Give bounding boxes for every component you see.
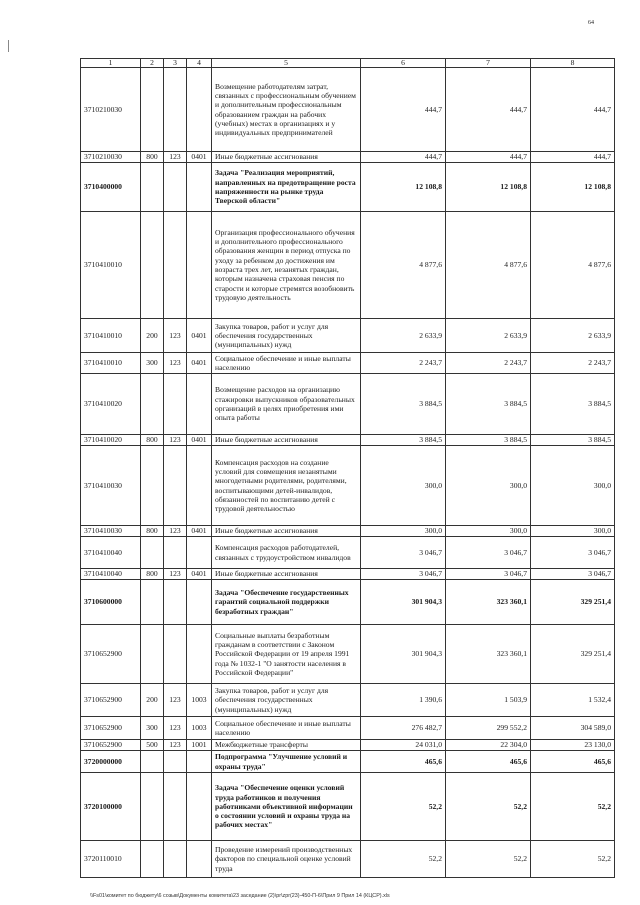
budget-code-cell: 3710652900	[81, 684, 141, 717]
section-cell	[164, 751, 187, 773]
table-row	[81, 751, 615, 773]
subsection-cell	[187, 163, 212, 212]
section-cell: 123	[164, 740, 187, 751]
margin-mark	[8, 40, 9, 52]
table-row	[81, 740, 615, 751]
item-name-cell: Задача "Реализация мероприятий, направленных на предотвращение роста напряженности на рынке труда Тверской области"	[212, 163, 361, 212]
item-name-cell: Социальное обеспечение и иные выплаты населению	[212, 353, 361, 374]
amount-col7-cell: 444,7	[446, 68, 531, 152]
subsection-cell	[187, 537, 212, 569]
amount-col7-cell: 300,0	[446, 446, 531, 526]
table-row	[81, 446, 615, 526]
expense-type-cell: 300	[141, 353, 164, 374]
budget-code-cell: 3710410010	[81, 319, 141, 353]
amount-col6-cell: 276 482,7	[361, 717, 446, 740]
budget-code-cell: 3720000000	[81, 751, 141, 773]
table-row	[81, 526, 615, 537]
expense-type-cell	[141, 374, 164, 435]
item-name-cell: Подпрограмма "Улучшение условий и охраны труда"	[212, 751, 361, 773]
item-name-cell: Социальное обеспечение и иные выплаты населению	[212, 717, 361, 740]
expense-type-cell	[141, 580, 164, 625]
budget-code-cell: 3710652900	[81, 717, 141, 740]
table-row	[81, 580, 615, 625]
table-row	[81, 212, 615, 319]
subsection-cell: 0401	[187, 353, 212, 374]
amount-col7-cell: 3 884,5	[446, 374, 531, 435]
amount-col6-cell: 2 633,9	[361, 319, 446, 353]
amount-col8-cell: 3 046,7	[531, 569, 615, 580]
column-header-7: 7	[446, 59, 531, 68]
expense-type-cell	[141, 68, 164, 152]
amount-col6-cell: 4 877,6	[361, 212, 446, 319]
amount-col8-cell: 52,2	[531, 841, 615, 878]
amount-col7-cell: 3 046,7	[446, 569, 531, 580]
budget-code-cell: 3710410010	[81, 353, 141, 374]
amount-col8-cell: 300,0	[531, 526, 615, 537]
column-header-8: 8	[531, 59, 615, 68]
amount-col6-cell: 3 884,5	[361, 374, 446, 435]
section-cell	[164, 625, 187, 684]
item-name-cell: Иные бюджетные ассигнования	[212, 569, 361, 580]
section-cell: 123	[164, 152, 187, 163]
item-name-cell: Возмещение расходов на организацию стажировки выпускников образовательных организаций в целях приобретения ими опыта работы	[212, 374, 361, 435]
item-name-cell: Компенсация расходов на создание условий для совмещения незанятыми многодетными родителями, родителями, воспитывающими детей-инвалидов, обязанностей по воспитанию детей с трудовой деятельностью	[212, 446, 361, 526]
budget-code-cell: 3710410010	[81, 212, 141, 319]
amount-col6-cell: 444,7	[361, 152, 446, 163]
budget-code-cell: 3710410030	[81, 526, 141, 537]
table-row	[81, 374, 615, 435]
item-name-cell: Иные бюджетные ассигнования	[212, 526, 361, 537]
table-row	[81, 773, 615, 841]
budget-code-cell: 3720100000	[81, 773, 141, 841]
amount-col7-cell: 300,0	[446, 526, 531, 537]
amount-col8-cell: 3 046,7	[531, 537, 615, 569]
expense-type-cell	[141, 751, 164, 773]
amount-col7-cell: 22 304,0	[446, 740, 531, 751]
table-row	[81, 152, 615, 163]
amount-col6-cell: 444,7	[361, 68, 446, 152]
budget-code-cell: 3710210030	[81, 152, 141, 163]
budget-code-cell: 3710400000	[81, 163, 141, 212]
expense-type-cell: 500	[141, 740, 164, 751]
expense-type-cell: 800	[141, 152, 164, 163]
amount-col8-cell: 444,7	[531, 68, 615, 152]
amount-col7-cell: 465,6	[446, 751, 531, 773]
table-row	[81, 353, 615, 374]
table-row	[81, 163, 615, 212]
section-cell	[164, 841, 187, 878]
amount-col6-cell: 24 031,0	[361, 740, 446, 751]
item-name-cell: Компенсация расходов работодателей, связанных с трудоустройством инвалидов	[212, 537, 361, 569]
subsection-cell	[187, 580, 212, 625]
expense-type-cell	[141, 773, 164, 841]
amount-col6-cell: 3 046,7	[361, 537, 446, 569]
expense-type-cell: 800	[141, 435, 164, 446]
section-cell: 123	[164, 319, 187, 353]
budget-code-cell: 3710410020	[81, 435, 141, 446]
subsection-cell	[187, 841, 212, 878]
expense-type-cell	[141, 212, 164, 319]
subsection-cell: 0401	[187, 319, 212, 353]
amount-col8-cell: 2 243,7	[531, 353, 615, 374]
amount-col7-cell: 3 884,5	[446, 435, 531, 446]
amount-col8-cell: 444,7	[531, 152, 615, 163]
expense-type-cell	[141, 446, 164, 526]
table-row	[81, 841, 615, 878]
section-cell: 123	[164, 717, 187, 740]
amount-col8-cell: 329 251,4	[531, 625, 615, 684]
item-name-cell: Иные бюджетные ассигнования	[212, 152, 361, 163]
amount-col8-cell: 3 884,5	[531, 374, 615, 435]
column-header-5: 5	[212, 59, 361, 68]
expense-type-cell: 800	[141, 526, 164, 537]
page-number: 64	[588, 20, 594, 26]
amount-col7-cell: 323 360,1	[446, 625, 531, 684]
item-name-cell: Задача "Обеспечение государственных гарантий социальной поддержки безработных граждан"	[212, 580, 361, 625]
section-cell	[164, 374, 187, 435]
budget-table	[80, 58, 615, 878]
table-row	[81, 319, 615, 353]
column-header-6: 6	[361, 59, 446, 68]
amount-col6-cell: 300,0	[361, 446, 446, 526]
amount-col7-cell: 52,2	[446, 773, 531, 841]
budget-code-cell: 3710652900	[81, 740, 141, 751]
budget-code-cell: 3710410020	[81, 374, 141, 435]
expense-type-cell	[141, 537, 164, 569]
expense-type-cell: 200	[141, 684, 164, 717]
expense-type-cell	[141, 841, 164, 878]
column-header-4: 4	[187, 59, 212, 68]
amount-col8-cell: 1 532,4	[531, 684, 615, 717]
expense-type-cell	[141, 625, 164, 684]
expense-type-cell: 200	[141, 319, 164, 353]
budget-code-cell: 3710410030	[81, 446, 141, 526]
budget-code-cell: 3720110010	[81, 841, 141, 878]
section-cell	[164, 212, 187, 319]
subsection-cell	[187, 446, 212, 526]
amount-col8-cell: 52,2	[531, 773, 615, 841]
subsection-cell: 0401	[187, 526, 212, 537]
table-row	[81, 625, 615, 684]
table-row	[81, 684, 615, 717]
item-name-cell: Проведение измерений производственных факторов по специальной оценке условий труда	[212, 841, 361, 878]
subsection-cell	[187, 68, 212, 152]
subsection-cell	[187, 212, 212, 319]
subsection-cell: 1003	[187, 717, 212, 740]
table-row	[81, 537, 615, 569]
section-cell: 123	[164, 569, 187, 580]
budget-code-cell: 3710410040	[81, 569, 141, 580]
section-cell	[164, 580, 187, 625]
amount-col6-cell: 1 390,6	[361, 684, 446, 717]
amount-col6-cell: 3 884,5	[361, 435, 446, 446]
item-name-cell: Возмещение работодателям затрат, связанных с профессиональным обучением и дополнительным профессиональным образованием граждан на рабочих (учебных) местах в организациях и у индивидуальных предпринимателей	[212, 68, 361, 152]
amount-col6-cell: 301 904,3	[361, 625, 446, 684]
item-name-cell: Закупка товаров, работ и услуг для обеспечения государственных (муниципальных) нужд	[212, 319, 361, 353]
amount-col8-cell: 465,6	[531, 751, 615, 773]
subsection-cell: 1003	[187, 684, 212, 717]
amount-col6-cell: 12 108,8	[361, 163, 446, 212]
expense-type-cell	[141, 163, 164, 212]
amount-col7-cell: 4 877,6	[446, 212, 531, 319]
amount-col8-cell: 2 633,9	[531, 319, 615, 353]
amount-col6-cell: 52,2	[361, 773, 446, 841]
section-cell	[164, 163, 187, 212]
amount-col7-cell: 3 046,7	[446, 537, 531, 569]
table-body	[81, 59, 615, 878]
amount-col7-cell: 444,7	[446, 152, 531, 163]
budget-code-cell: 3710210030	[81, 68, 141, 152]
amount-col8-cell: 3 884,5	[531, 435, 615, 446]
amount-col7-cell: 12 108,8	[446, 163, 531, 212]
section-cell	[164, 537, 187, 569]
amount-col7-cell: 323 360,1	[446, 580, 531, 625]
amount-col6-cell: 300,0	[361, 526, 446, 537]
amount-col6-cell: 465,6	[361, 751, 446, 773]
amount-col7-cell: 2 633,9	[446, 319, 531, 353]
column-header-3: 3	[164, 59, 187, 68]
column-header-1: 1	[81, 59, 141, 68]
amount-col6-cell: 2 243,7	[361, 353, 446, 374]
amount-col8-cell: 304 589,0	[531, 717, 615, 740]
subsection-cell	[187, 374, 212, 435]
amount-col8-cell: 300,0	[531, 446, 615, 526]
item-name-cell: Межбюджетные трансферты	[212, 740, 361, 751]
budget-code-cell: 3710600000	[81, 580, 141, 625]
table-row	[81, 435, 615, 446]
column-header-2: 2	[141, 59, 164, 68]
amount-col7-cell: 2 243,7	[446, 353, 531, 374]
amount-col8-cell: 12 108,8	[531, 163, 615, 212]
table-row	[81, 569, 615, 580]
file-path-footer: \\Fs01\комитет по бюджету\6 созыв\Документы комитета\23 заседание (2)\pr\zpr(23)-450-П-6\Прил 9 Прил 14 (КЦСР).xls	[90, 893, 390, 899]
item-name-cell: Социальные выплаты безработным гражданам в соответствии с Законом Российской Федерации от 19 апреля 1991 года № 1032-1 "О занятости населения в Российской Федерации"	[212, 625, 361, 684]
amount-col8-cell: 4 877,6	[531, 212, 615, 319]
expense-type-cell: 800	[141, 569, 164, 580]
section-cell	[164, 773, 187, 841]
subsection-cell: 0401	[187, 569, 212, 580]
section-cell: 123	[164, 435, 187, 446]
subsection-cell: 0401	[187, 152, 212, 163]
subsection-cell	[187, 751, 212, 773]
amount-col7-cell: 299 552,2	[446, 717, 531, 740]
table-row	[81, 717, 615, 740]
item-name-cell: Задача "Обеспечение оценки условий труда работников и получения работниками объективной информации о состоянии условий и охраны труда на рабочих местах"	[212, 773, 361, 841]
section-cell: 123	[164, 353, 187, 374]
amount-col6-cell: 52,2	[361, 841, 446, 878]
section-cell	[164, 68, 187, 152]
amount-col6-cell: 301 904,3	[361, 580, 446, 625]
subsection-cell: 1001	[187, 740, 212, 751]
table-row	[81, 68, 615, 152]
budget-code-cell: 3710652900	[81, 625, 141, 684]
subsection-cell	[187, 773, 212, 841]
section-cell	[164, 446, 187, 526]
amount-col6-cell: 3 046,7	[361, 569, 446, 580]
item-name-cell: Организация профессионального обучения и дополнительного профессионального образования женщин в период отпуска по уходу за ребенком до достижения им возраста трех лет, незанятых граждан, которым назначена страховая пенсия по старости и которые стремятся возобновить трудовую деятельность	[212, 212, 361, 319]
expense-type-cell: 300	[141, 717, 164, 740]
budget-code-cell: 3710410040	[81, 537, 141, 569]
header-row	[81, 59, 615, 68]
item-name-cell: Закупка товаров, работ и услуг для обеспечения государственных (муниципальных) нужд	[212, 684, 361, 717]
amount-col8-cell: 329 251,4	[531, 580, 615, 625]
subsection-cell: 0401	[187, 435, 212, 446]
amount-col8-cell: 23 130,0	[531, 740, 615, 751]
amount-col7-cell: 52,2	[446, 841, 531, 878]
section-cell: 123	[164, 526, 187, 537]
item-name-cell: Иные бюджетные ассигнования	[212, 435, 361, 446]
amount-col7-cell: 1 503,9	[446, 684, 531, 717]
subsection-cell	[187, 625, 212, 684]
section-cell: 123	[164, 684, 187, 717]
